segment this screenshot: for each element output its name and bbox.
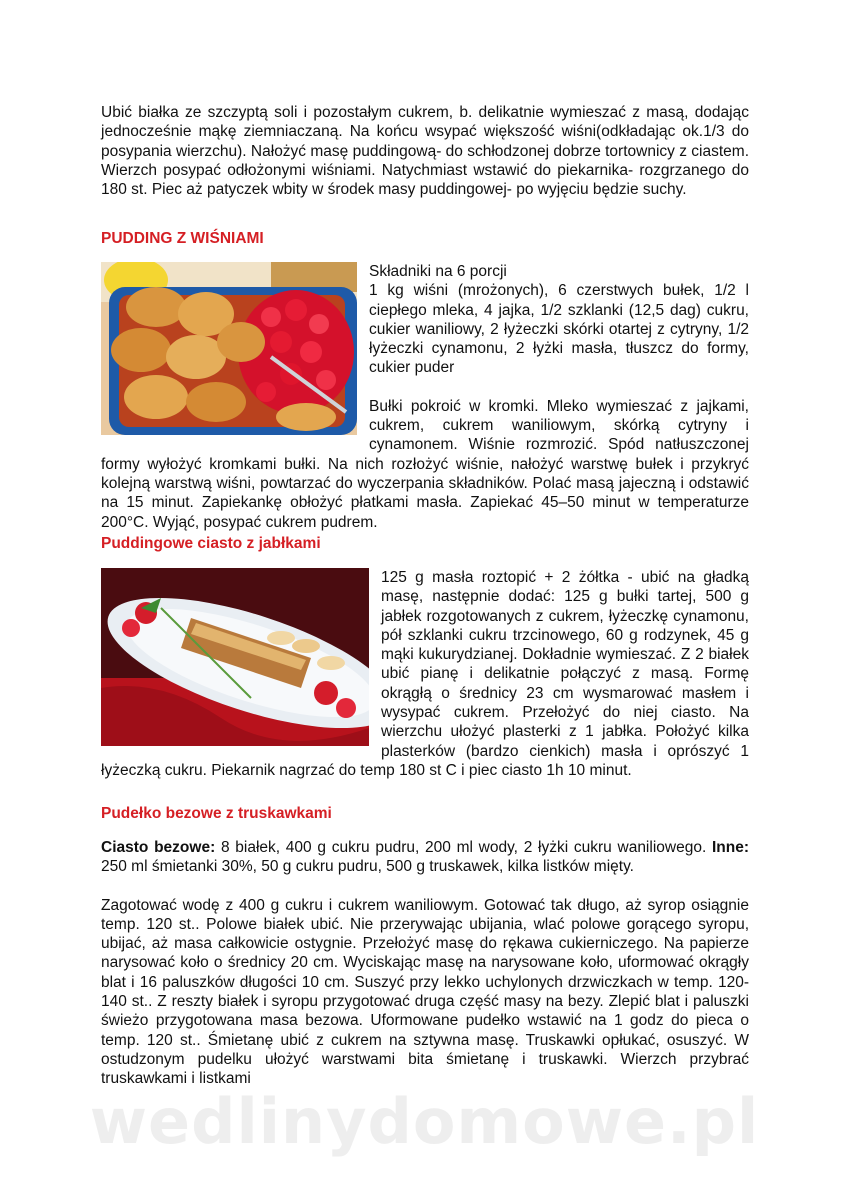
spacer xyxy=(101,877,749,896)
intro-section xyxy=(101,103,749,199)
cherry-pudding-photo xyxy=(101,262,357,435)
recipe-title: Puddingowe ciasto z jabłkami xyxy=(101,535,321,552)
recipe-pudding-body xyxy=(101,262,749,532)
recipe-title: Pudełko bezowe z truskawkami xyxy=(101,805,332,822)
recipe-meringue-body xyxy=(101,838,749,1089)
ingredients-heading: Składniki na 6 porcji xyxy=(369,263,507,280)
recipe-meringue-section xyxy=(101,804,749,823)
method-text: Bułki pokroić w kromki. Mleko wymieszać z jajkami, cukrem, cukrem waniliowym, skórką cytryny i cynamonem. Wiśnie rozmrozić. Spód natłuszczonej formy wyłożyć kromkami bułki. Na nich rozłożyć wiśnie, nałożyć warstwę bułek i przykryć kolejną warstwą wiśni, powtarzać do wyczerpania składników. Polać masą jajeczną i odstawić na 15 minut. Zapiekankę obłożyć płatkami masła. Zapiekać 45–50 minut w temperaturze 200°C. Wyjąć, posypać cukrem pudrem. xyxy=(101,397,749,531)
apple-cake-photo xyxy=(101,568,369,746)
other-label: Inne: xyxy=(711,839,749,856)
recipe-apple-section xyxy=(101,534,749,553)
recipe-title: PUDDING Z WIŚNIAMI xyxy=(101,230,264,247)
recipe-meringue-ingredients xyxy=(101,838,749,877)
recipe-pudding-section xyxy=(101,229,749,248)
recipe-meringue-method: Zagotować wodę z 400 g cukru i cukrem waniliowym. Gotować tak długo, aż syrop osiągnie temp. 120 st.. Polowe białek ubić. Nie przerywając ubijania, wlać polowe gorącego syropu, ubijać, aż masa całkowicie ostygnie. Przełożyć masę do rękawa cukierniczego. Na papierze narysować koło o średnicy 20 cm. Wyciskając masę na narysowane koło, uformować okrągły blat i 16 paluszków długości 10 cm. Suszyć przy lekko uchylonych drzwiczkach w temp. 120-140 st.. Z reszty białek i syropu przygotować druga część masy na bezy. Zlepić blat i paluszki świeżo przygotowana masa bezowa. Uformowane pudełko wstawić na 1 godz do pieca o temp. 120 st.. Śmietanę ubić z cukrem na sztywna masę. Truskawki opłukać, osuszyć. W ostudzonym pudelku ułożyć warstwami bita śmietanę i truskawki. Wierzch przybrać truskawkami i listkami xyxy=(101,896,749,1088)
ingredients-text: 1 kg wiśni (mrożonych), 6 czerstwych bułek, 1/2 l ciepłego mleka, 4 jajka, 1/2 szklanki (12,5 dag) cukru, cukier waniliowy, 2 łyżeczki skórki otartej z cytryny, 1/2 łyżeczki cynamonu, 2 łyżki masła, tłuszcz do formy, cukier puder xyxy=(369,282,749,377)
dough-label: Ciasto bezowe: xyxy=(101,839,216,856)
recipe-apple-body xyxy=(101,568,749,780)
watermark: wedlinydomowe.pl xyxy=(89,1085,760,1158)
dough-text: 8 białek, 400 g cukru pudru, 200 ml wody, 2 łyżki cukru waniliowego. xyxy=(215,839,712,856)
intro-paragraph: Ubić białka ze szczyptą soli i pozostałym cukrem, b. delikatnie wymieszać z masą, dodając jednocześnie mąkę ziemniaczaną. Na końcu wsypać większość wiśni(odkładając ok.1/3 do posypania wierzchu). Nałożyć masę puddingową- do schłodzonej dobrze tortownicy z ciastem. Wierzch posypać odłożonymi wiśniami. Natychmiast wstawić do piekarnika- rozgrzanego do 180 st. Piec aż patyczek wbity w środek masy puddingowej- po wyjęciu będzie suchy. xyxy=(101,104,749,199)
other-text: 250 ml śmietanki 30%, 50 g cukru pudru, 500 g truskawek, kilka listków mięty. xyxy=(101,858,634,876)
recipe-apple-text: 125 g masła roztopić + 2 żółtka - ubić na gładką masę, następnie dodać: 125 g bułki tartej, 500 g jabłek rozgotowanych z cukrem, łyżeczkę cynamonu, pół szklanki cukru trzcinowego, 60 g rodzynek, 45 g mąki kukurydzianej. Dokładnie wymieszać. Z 2 białek ubić pianę i delikatnie połączyć z masą. Formę okrągłą o średnicy 23 cm wysmarować masłem i wysypać cukrem. Przełożyć do niej ciasto. Na wierzchu ułożyć plasterki z 1 jabłka. Położyć kilka plasterków (bardzo cienkich) masła i oprószyć 1 łyżeczką cukru. Piekarnik nagrzać do temp 180 st C i piec ciasto 1h 10 minut. xyxy=(101,569,749,779)
